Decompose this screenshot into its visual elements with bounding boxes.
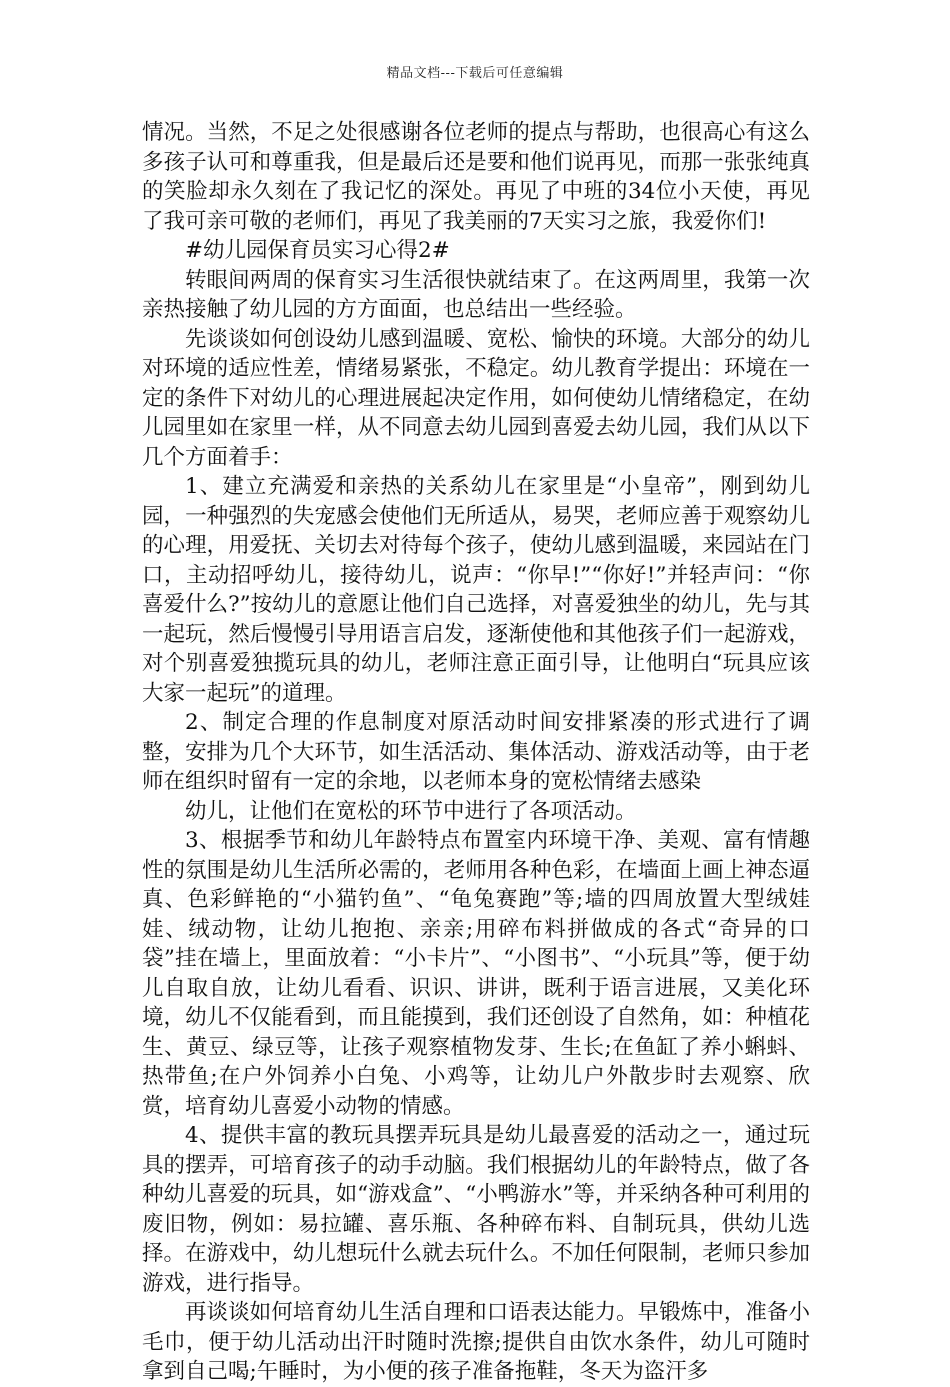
paragraph-point-4: 4、提供丰富的教玩具摆弄玩具是幼儿最喜爱的活动之一，通过玩具的摆弄，可培育孩子的动手动脑。我们根据幼儿的年龄特点，做了各种幼儿喜爱的玩具，如“游戏盒”、“小鸭游水”等，并采纳各种可利用的废旧物，例如：易拉罐、喜乐瓶、各种碎布料、自制玩具，供幼儿选择。在游戏中，幼儿想玩什么就去玩什么。不加任何限制，老师只参加游戏，进行指导。	[142, 1123, 810, 1296]
document-body	[142, 118, 810, 1387]
paragraph-point-2-cont: 幼儿，让他们在宽松的环节中进行了各项活动。	[185, 798, 637, 824]
paragraph-environment: 先谈谈如何创设幼儿感到温暖、宽松、愉快的环境。大部分的幼儿对环境的适应性差，情绪易紧张，不稳定。幼儿教育学提出：环境在一定的条件下对幼儿的心理进展起决定作用，如何使幼儿情绪稳定，在幼儿园里如在家里一样，从不同意去幼儿园到喜爱去幼儿园，我们从以下几个方面着手：	[142, 326, 810, 470]
paragraph-self-care: 再谈谈如何培育幼儿生活自理和口语表达能力。早锻炼中，准备小毛巾，便于幼儿活动出汗时随时洗擦;提供自由饮水条件，幼儿可随时拿到自己喝;午睡时，为小便的孩子准备拖鞋，冬天为盗汗多	[142, 1300, 810, 1384]
paragraph-point-1: 1、建立充满爱和亲热的关系幼儿在家里是“小皇帝”，刚到幼儿园，一种强烈的失宠感会使他们无所适从，易哭，老师应善于观察幼儿的心理，用爱抚、关切去对待每个孩子，使幼儿感到温暖，来园站在门口，主动招呼幼儿，接待幼儿，说声：“你早!”“你好!”并轻声问：“你喜爱什么?”按幼儿的意愿让他们自己选择，对喜爱独坐的幼儿，先与其一起玩，然后慢慢引导用语言启发，逐渐使他和其他孩子们一起游戏，对个别喜爱独揽玩具的幼儿，老师注意正面引导，让他明白“玩具应该大家一起玩”的道理。	[142, 474, 810, 706]
page-header: 精品文档---下载后可任意编辑	[386, 66, 564, 81]
section-heading: #幼儿园保育员实习心得2#	[185, 238, 450, 263]
paragraph-intro: 转眼间两周的保育实习生活很快就结束了。在这两周里，我第一次亲热接触了幼儿园的方方面面，也总结出一些经验。	[142, 267, 810, 322]
paragraph-continuation: 情况。当然，不足之处很感谢各位老师的提点与帮助，也很高心有这么多孩子认可和尊重我，但是最后还是要和他们说再见，而那一张张纯真的笑脸却永久刻在了我记忆的深处。再见了中班的34位小天使，再见了我可亲可敬的老师们，再见了我美丽的7天实习之旅，我爱你们!	[142, 120, 810, 234]
paragraph-point-3: 3、根据季节和幼儿年龄特点布置室内环境干净、美观、富有情趣性的氛围是幼儿生活所必需的，老师用各种色彩，在墙面上画上神态逼真、色彩鲜艳的“小猫钓鱼”、“龟兔赛跑”等;墙的四周放置大型绒娃娃、绒动物，让幼儿抱抱、亲亲;用碎布料拼做成的各式“奇异的口袋”挂在墙上，里面放着：“小卡片”、“小图书”、“小玩具”等，便于幼儿自取自放，让幼儿看看、识识、讲讲，既利于语言进展，又美化环境，幼儿不仅能看到，而且能摸到，我们还创设了自然角，如：种植花生、黄豆、绿豆等，让孩子观察植物发芽、生长;在鱼缸了养小蝌蚪、热带鱼;在户外饲养小白兔、小鸡等，让幼儿户外散步时去观察、欣赏，培育幼儿喜爱小动物的情感。	[142, 828, 810, 1119]
paragraph-point-2: 2、制定合理的作息制度对原活动时间安排紧凑的形式进行了调整，安排为几个大环节，如生活活动、集体活动、游戏活动等，由于老师在组织时留有一定的余地，以老师本身的宽松情绪去感染	[142, 710, 810, 794]
